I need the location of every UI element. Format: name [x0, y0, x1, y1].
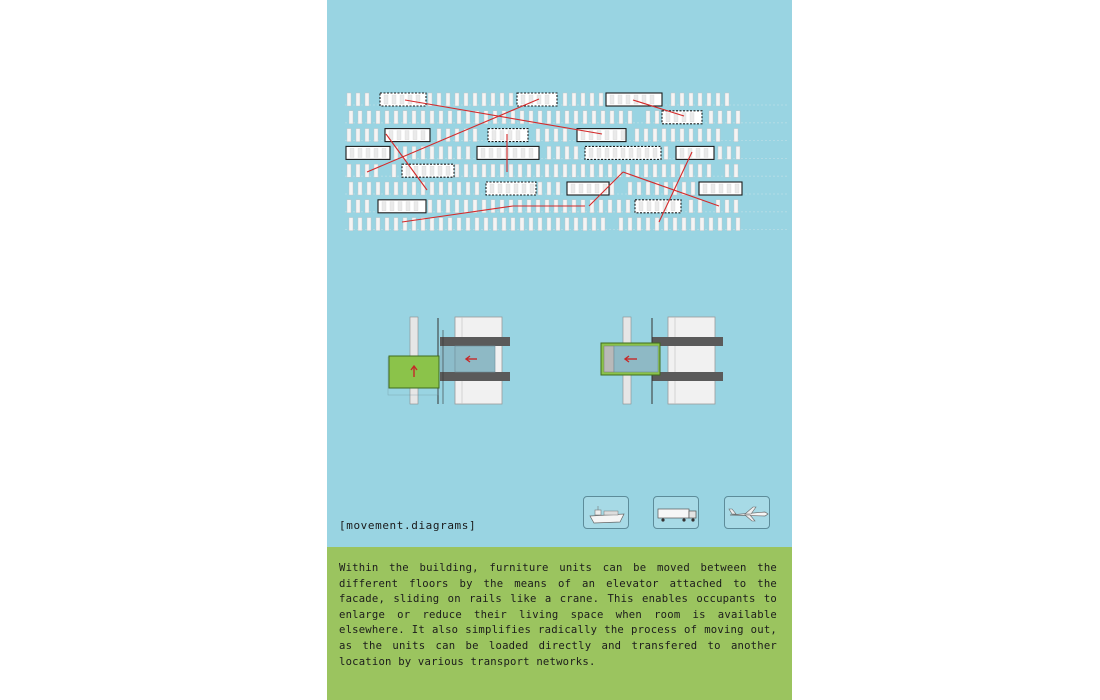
window — [374, 164, 378, 177]
window — [556, 111, 560, 124]
window — [437, 93, 441, 106]
window — [536, 164, 540, 177]
window — [509, 164, 513, 177]
window — [601, 111, 605, 124]
window — [725, 93, 729, 106]
window — [707, 164, 711, 177]
window — [736, 218, 740, 231]
window — [590, 164, 594, 177]
window — [628, 111, 632, 124]
transport-truck-button[interactable] — [653, 496, 699, 529]
window — [502, 218, 506, 231]
window — [664, 218, 668, 231]
window — [707, 129, 711, 142]
window — [716, 93, 720, 106]
window — [590, 93, 594, 106]
window — [491, 164, 495, 177]
window — [385, 182, 389, 195]
window — [448, 218, 452, 231]
window — [374, 129, 378, 142]
furniture-unit — [488, 129, 528, 142]
window — [376, 182, 380, 195]
window — [592, 218, 596, 231]
window — [644, 164, 648, 177]
window — [439, 111, 443, 124]
window — [347, 164, 351, 177]
window — [430, 182, 434, 195]
furniture-unit — [486, 182, 536, 195]
window — [547, 218, 551, 231]
window — [403, 111, 407, 124]
window — [376, 218, 380, 231]
window — [356, 200, 360, 213]
window — [385, 111, 389, 124]
window — [484, 218, 488, 231]
window — [563, 129, 567, 142]
window — [635, 164, 639, 177]
sliding-unit-left — [455, 346, 495, 372]
elevator-cabin-right — [601, 343, 660, 375]
window — [356, 164, 360, 177]
window — [491, 93, 495, 106]
window — [698, 200, 702, 213]
window — [628, 218, 632, 231]
window — [565, 146, 569, 159]
window — [446, 129, 450, 142]
window — [689, 93, 693, 106]
window — [637, 182, 641, 195]
window — [646, 218, 650, 231]
furniture-unit — [477, 146, 539, 159]
window — [608, 200, 612, 213]
furniture-unit — [662, 111, 702, 124]
window — [430, 218, 434, 231]
furniture-unit — [676, 146, 714, 159]
window — [617, 200, 621, 213]
window — [707, 93, 711, 106]
window — [511, 111, 515, 124]
window — [698, 164, 702, 177]
window — [565, 218, 569, 231]
window — [412, 182, 416, 195]
window — [347, 129, 351, 142]
window — [599, 164, 603, 177]
window — [475, 218, 479, 231]
window — [446, 93, 450, 106]
window — [727, 146, 731, 159]
window — [662, 164, 666, 177]
window — [725, 164, 729, 177]
sliding-unit-right — [614, 346, 658, 372]
window — [439, 146, 443, 159]
window — [689, 200, 693, 213]
window — [394, 111, 398, 124]
window — [464, 164, 468, 177]
window — [734, 129, 738, 142]
window — [347, 200, 351, 213]
window — [698, 93, 702, 106]
window — [448, 182, 452, 195]
window — [428, 200, 432, 213]
window — [358, 111, 362, 124]
window — [619, 111, 623, 124]
window — [457, 182, 461, 195]
left-arrow-icon — [466, 356, 477, 362]
furniture-unit — [699, 182, 742, 195]
window — [475, 182, 479, 195]
window — [527, 164, 531, 177]
window — [367, 218, 371, 231]
window — [610, 111, 614, 124]
window — [734, 164, 738, 177]
plane-icon — [725, 497, 771, 530]
window — [671, 164, 675, 177]
window — [457, 218, 461, 231]
furniture-unit — [378, 200, 426, 213]
window — [430, 111, 434, 124]
rail-lower-left — [440, 372, 510, 381]
window — [689, 164, 693, 177]
window — [430, 146, 434, 159]
window — [581, 93, 585, 106]
window — [421, 111, 425, 124]
window — [365, 93, 369, 106]
window — [500, 164, 504, 177]
window — [671, 93, 675, 106]
elevator-cabin-left — [389, 356, 439, 388]
window — [455, 200, 459, 213]
window — [457, 111, 461, 124]
window — [644, 129, 648, 142]
window — [563, 164, 567, 177]
window — [572, 93, 576, 106]
window — [727, 111, 731, 124]
window — [680, 129, 684, 142]
window — [538, 111, 542, 124]
window — [394, 218, 398, 231]
window — [482, 93, 486, 106]
window — [457, 146, 461, 159]
elevator-mast-left — [410, 317, 418, 404]
window — [545, 164, 549, 177]
window — [547, 182, 551, 195]
window — [518, 164, 522, 177]
window — [392, 164, 396, 177]
furniture-unit — [380, 93, 426, 106]
window — [680, 93, 684, 106]
window — [574, 218, 578, 231]
window — [709, 111, 713, 124]
window — [356, 129, 360, 142]
window — [572, 164, 576, 177]
window — [626, 200, 630, 213]
up-arrow-icon — [411, 366, 417, 377]
window — [554, 164, 558, 177]
window — [466, 218, 470, 231]
window — [455, 93, 459, 106]
description-text: Within the building, furniture units can be moved between the different floors by the means of an elevator attached to the facade, sliding on rails like a crane. This enables occupants to enlarge or reduce their living space when room is available elsewhere. It also simplifies radically the process of moving out, as the units can be loaded directly and transfered to another location by various transport networks. — [339, 562, 777, 668]
window — [682, 218, 686, 231]
window — [455, 129, 459, 142]
window — [556, 218, 560, 231]
window — [736, 146, 740, 159]
rail-upper-right — [652, 337, 723, 346]
window — [482, 164, 486, 177]
window — [662, 129, 666, 142]
window — [473, 129, 477, 142]
window — [347, 93, 351, 106]
window — [464, 200, 468, 213]
window — [547, 146, 551, 159]
window — [376, 111, 380, 124]
window — [734, 200, 738, 213]
window — [365, 129, 369, 142]
window — [448, 146, 452, 159]
window — [529, 218, 533, 231]
description-panel — [327, 547, 792, 700]
window — [439, 218, 443, 231]
window — [349, 111, 353, 124]
window — [653, 129, 657, 142]
window — [367, 111, 371, 124]
window — [437, 129, 441, 142]
window — [583, 111, 587, 124]
elevator-mast-right — [623, 317, 631, 404]
window — [466, 182, 470, 195]
window — [412, 111, 416, 124]
rail-upper-left — [440, 337, 510, 346]
window — [563, 93, 567, 106]
window — [718, 146, 722, 159]
window — [385, 218, 389, 231]
window — [592, 111, 596, 124]
window — [464, 93, 468, 106]
window — [725, 200, 729, 213]
ship-icon — [584, 497, 630, 530]
window — [646, 182, 650, 195]
window — [554, 129, 558, 142]
window — [466, 111, 470, 124]
window — [466, 146, 470, 159]
furniture-unit — [635, 200, 681, 213]
window — [727, 218, 731, 231]
window — [403, 182, 407, 195]
window — [448, 111, 452, 124]
facade-elevation — [327, 0, 792, 260]
window — [358, 218, 362, 231]
window — [403, 218, 407, 231]
window — [358, 182, 362, 195]
window — [736, 111, 740, 124]
window — [538, 182, 542, 195]
window — [538, 218, 542, 231]
window — [437, 200, 441, 213]
window — [493, 218, 497, 231]
truck-icon — [654, 497, 700, 530]
window — [599, 93, 603, 106]
window — [673, 218, 677, 231]
poster — [327, 0, 792, 700]
window — [664, 146, 668, 159]
window — [608, 164, 612, 177]
window — [599, 200, 603, 213]
window — [628, 182, 632, 195]
window — [691, 182, 695, 195]
window — [671, 129, 675, 142]
window — [349, 182, 353, 195]
window — [500, 93, 504, 106]
building-wall-right — [668, 317, 715, 404]
window — [646, 111, 650, 124]
window — [635, 129, 639, 142]
window — [473, 164, 477, 177]
window — [700, 218, 704, 231]
window — [365, 200, 369, 213]
window — [473, 93, 477, 106]
left-arrow-icon — [625, 356, 637, 362]
furniture-unit — [346, 146, 390, 159]
window — [689, 129, 693, 142]
window — [574, 111, 578, 124]
window — [446, 200, 450, 213]
window — [367, 182, 371, 195]
window — [718, 111, 722, 124]
window — [601, 218, 605, 231]
window — [556, 182, 560, 195]
window — [511, 218, 515, 231]
window — [664, 182, 668, 195]
window — [565, 111, 569, 124]
window — [520, 111, 524, 124]
window — [394, 182, 398, 195]
window — [718, 218, 722, 231]
window — [520, 218, 524, 231]
transport-plane-button[interactable] — [724, 496, 770, 529]
window — [349, 218, 353, 231]
window — [439, 182, 443, 195]
window — [626, 164, 630, 177]
window — [698, 129, 702, 142]
window — [365, 164, 369, 177]
window — [356, 93, 360, 106]
window — [637, 218, 641, 231]
window — [653, 164, 657, 177]
window — [536, 129, 540, 142]
window — [716, 129, 720, 142]
rail-lower-right — [652, 372, 723, 381]
furniture-unit — [385, 129, 430, 142]
window — [500, 200, 504, 213]
section-title: [movement.diagrams] — [339, 519, 477, 532]
window — [655, 218, 659, 231]
window — [574, 146, 578, 159]
window — [547, 111, 551, 124]
window — [709, 218, 713, 231]
furniture-unit — [585, 146, 661, 159]
window — [619, 218, 623, 231]
window — [556, 146, 560, 159]
building-wall-left — [455, 317, 502, 404]
window — [581, 164, 585, 177]
furniture-unit — [606, 93, 662, 106]
window — [455, 164, 459, 177]
window — [691, 218, 695, 231]
movement-line — [386, 134, 427, 190]
diagram-panel — [327, 0, 792, 547]
transport-ship-button[interactable] — [583, 496, 629, 529]
window — [655, 111, 659, 124]
window — [491, 200, 495, 213]
window — [583, 218, 587, 231]
window — [716, 200, 720, 213]
window — [545, 129, 549, 142]
window — [509, 93, 513, 106]
